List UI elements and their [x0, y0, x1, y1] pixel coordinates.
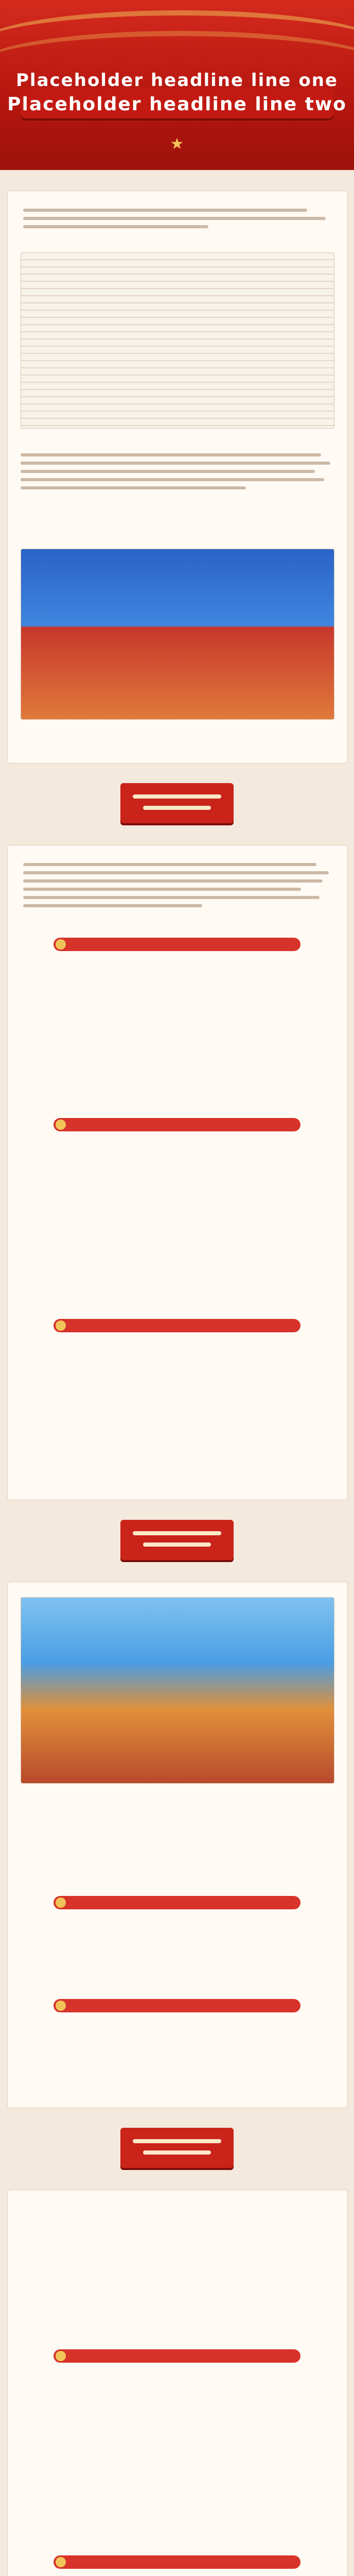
- subheading-pill: [54, 938, 300, 951]
- subheading-pill: [54, 2349, 300, 2363]
- subheading-pill: [54, 1118, 300, 1131]
- intro-text-lines: [8, 191, 347, 246]
- section-header-2: [120, 1520, 234, 1560]
- section-header-1: [120, 783, 234, 823]
- intro-body: [21, 448, 333, 536]
- headline-line-1: Placeholder headline line one: [16, 70, 338, 91]
- header-banner: [0, 0, 354, 170]
- performance-photo: [21, 1597, 334, 1784]
- section-card-3: [7, 2190, 348, 2576]
- stage-photo: [21, 549, 334, 720]
- section-header-3: [120, 2128, 234, 2168]
- subheading-pill: [54, 1319, 300, 1332]
- star-icon: ★: [170, 135, 184, 153]
- headline-line-2: Placeholder headline line two: [7, 94, 347, 115]
- newspaper-photo: [21, 252, 334, 429]
- subheading-pill: [54, 1999, 300, 2012]
- subheading-pill: [54, 1896, 300, 1909]
- subheading-pill: [54, 2555, 300, 2569]
